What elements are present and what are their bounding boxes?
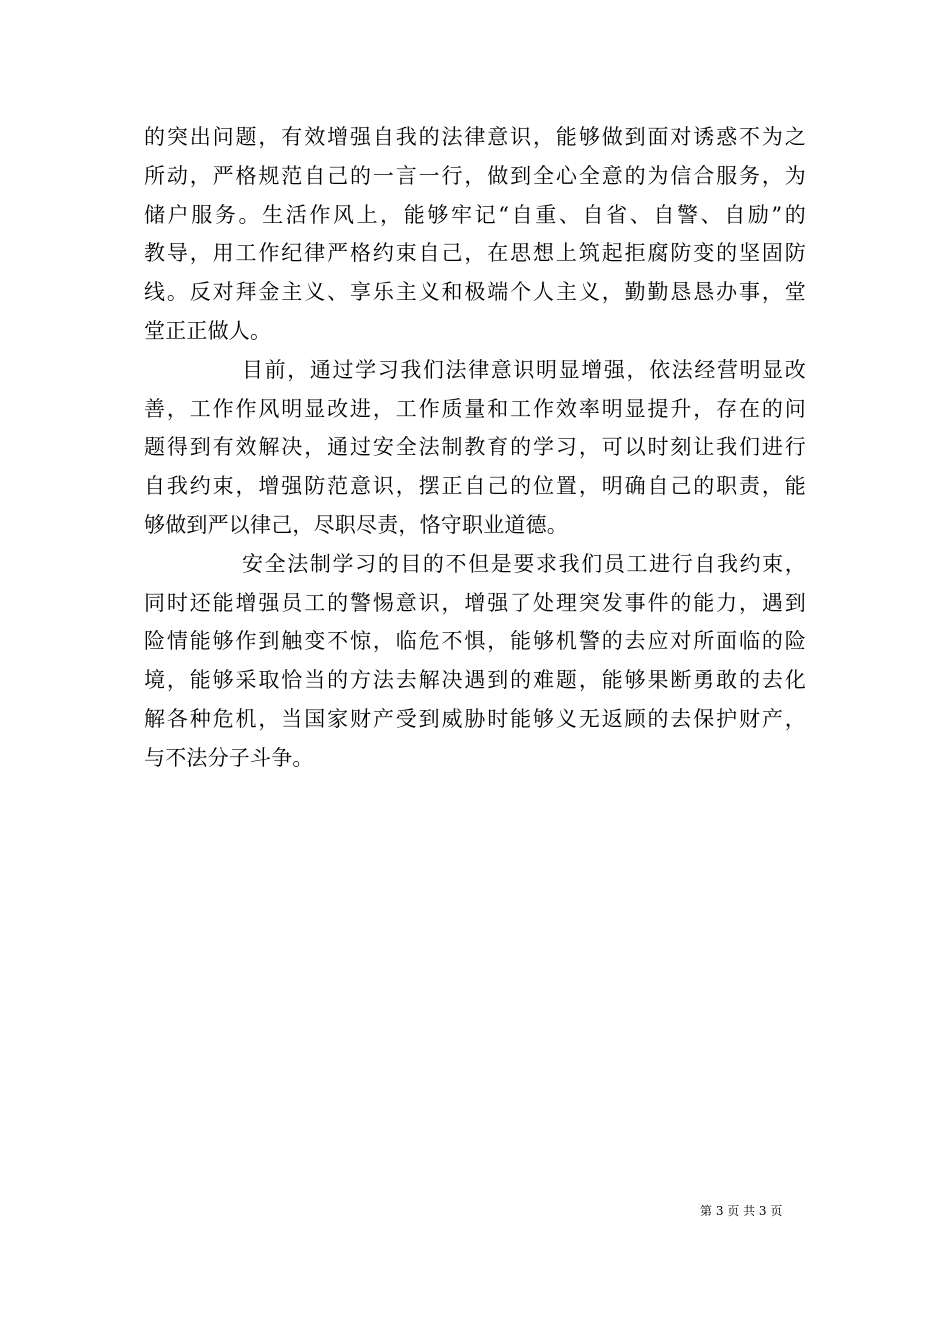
paragraph-1-line-6: 堂正正做人。 — [144, 318, 272, 343]
paragraph-1-line-5: 线。反对拜金主义、享乐主义和极端个人主义，勤勤恳恳办事，堂 — [144, 280, 806, 305]
paragraph-1-line-1: 的突出问题，有效增强自我的法律意识，能够做到面对诱惑不为之 — [144, 125, 806, 149]
paragraph-2-line-5: 够做到严以律己，尽职尽责，恪守职业道德。 — [144, 512, 568, 537]
paragraph-3 — [144, 545, 806, 778]
paragraph-3-line-1: 安全法制学习的目的不但是要求我们员工进行自我约束， — [242, 551, 806, 576]
paragraph-3-line-5: 解各种危机，当国家财产受到威胁时能够义无返顾的去保护财产， — [144, 706, 806, 731]
page-number-footer: 第 3 页 共 3 页 — [700, 1204, 783, 1218]
paragraph-2-line-2: 善，工作作风明显改进，工作质量和工作效率明显提升，存在的问 — [144, 396, 806, 421]
paragraph-2-line-1: 目前，通过学习我们法律意识明显增强，依法经营明显改 — [242, 357, 806, 382]
paragraph-1 — [144, 118, 806, 351]
paragraph-2-line-4: 自我约束，增强防范意识，摆正自己的位置，明确自己的职责，能 — [144, 474, 806, 499]
paragraph-3-line-6: 与不法分子斗争。 — [144, 745, 314, 770]
paragraph-1-line-4: 教导，用工作纪律严格约束自己，在思想上筑起拒腐防变的坚固防 — [144, 241, 806, 266]
paragraph-3-line-4: 境，能够采取恰当的方法去解决遇到的难题，能够果断勇敢的去化 — [144, 668, 806, 693]
paragraph-2 — [144, 351, 806, 545]
paragraph-3-line-3: 险情能够作到触变不惊，临危不惧，能够机警的去应对所面临的险 — [144, 629, 806, 654]
paragraph-2-line-3: 题得到有效解决，通过安全法制教育的学习，可以时刻让我们进行 — [144, 435, 806, 460]
paragraph-1-line-3: 储户服务。生活作风上，能够牢记“自重、自省、自警、自励”的 — [144, 202, 806, 227]
paragraph-3-line-2: 同时还能增强员工的警惕意识，增强了处理突发事件的能力，遇到 — [144, 590, 806, 615]
document-body — [144, 118, 806, 778]
paragraph-1-line-2: 所动，严格规范自己的一言一行，做到全心全意的为信合服务，为 — [144, 163, 806, 188]
